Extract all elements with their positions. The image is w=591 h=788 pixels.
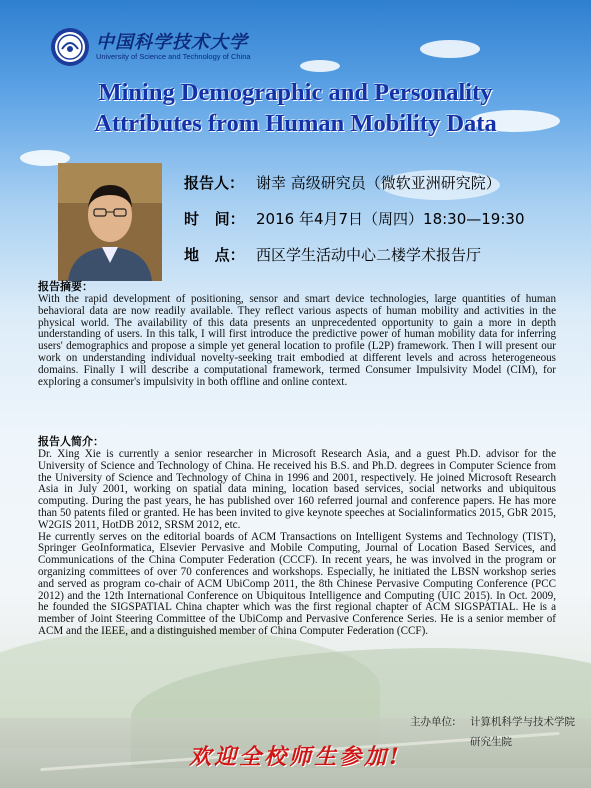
cloud-decoration: [300, 60, 340, 72]
organizer-item: 计算机科学与技术学院: [470, 716, 575, 728]
bio-section: [38, 435, 556, 638]
time-label: 时 间：: [184, 210, 245, 228]
speaker-photo: [58, 163, 162, 281]
abstract-section: [38, 280, 556, 388]
organizer-label: 主办单位:: [410, 716, 456, 728]
location-value: 西区学生活动中心二楼学术报告厅: [256, 246, 482, 264]
time-row: [184, 208, 525, 229]
speaker-portrait-icon: [58, 163, 162, 281]
university-logo-icon: [50, 27, 90, 67]
abstract-label: 报告摘要：: [38, 280, 93, 293]
abstract-text: With the rapid development of positioning, sensor and smart device technologies, large quantities of human behavioral data are now readily available. They reflect various aspects of human mobility and activities in the physical world. The availability of this data presents an unprecedented opportunity to gain a more in depth understanding of users. In this talk, I will first introduce the predictive power of human mobility data for inferring users' demographics and propose a simple yet general location to profile (L2P) framework. Then I will present our work on understanding individual novelty-seeking trait embodied at different levels and across heterogeneous domains. Finally I will describe a computational framework, termed Consumer Impulsivity Model (CIM), for exploring a consumer's impulsivity in both offline and online context.: [38, 293, 556, 388]
talk-title: [0, 77, 591, 139]
bio-paragraph-2: He currently serves on the editorial boards of ACM Transactions on Intelligent Systems and Technology (TIST), Springer GeoInformatica, Elsevier Pervasive and Mobile Computing, Journal of Location Based Services, and Communications of the China Computer Federation (CCCF). In recent years, he was involved in the program or organizing committees of over 70 conferences and workshops. Especially, he initiated the LBSN workshop series and served as program co-chair of ACM UbiComp 2011, the 8th Chinese Pervasive Computing Conference (PCC 2012) and the 12th International Conference on Ubiquitous Intelligence and Computing (UIC 2015). In Oct. 2009, he founded the SIGSPATIAL China chapter which was the first regional chapter of ACM SIGSPATIAL. He is a member of Joint Steering Committee of the UbiComp and Pervasive Conference Series. He is a senior member of ACM and the IEEE, and a distinguished member of China Computer Federation (CCF).: [38, 530, 556, 637]
cloud-decoration: [420, 40, 480, 58]
speaker-value: 谢幸 高级研究员（微软亚洲研究院）: [256, 174, 501, 192]
time-value: 2016 年4月7日（周四）18:30—19:30: [256, 210, 525, 228]
location-row: [184, 244, 482, 265]
location-label: 地 点：: [184, 246, 245, 264]
organizer-item: 研究生院: [470, 736, 512, 748]
talk-title-line2: Attributes from Human Mobility Data: [94, 110, 497, 137]
university-name: [96, 32, 251, 62]
university-name-en: University of Science and Technology of China: [96, 52, 251, 61]
speaker-row: [184, 172, 501, 193]
university-name-cn: 中国科学技术大学: [96, 32, 248, 52]
bio-label: 报告人简介：: [38, 435, 104, 448]
welcome-banner: 欢迎全校师生参加!: [189, 744, 402, 770]
university-header: [50, 26, 251, 68]
bio-paragraph-1: Dr. Xing Xie is currently a senior researcher in Microsoft Research Asia, and a guest Ph.D. advisor for the University of Science and Technology of China. He received his B.S. and Ph.D. degrees in Computer Science from the University of Science and Technology of China in 1996 and 2001, respectively. He joined Microsoft Research Asia in July 2001, working on spatial data mining, location based services, social networks and ubiquitous computing. During the past years, he has published over 160 referred journal and conference papers. He has more than 50 patents filed or granted. He has been invited to give keynote speeches at Socialinformatics 2015, GbR 2015, W2GIS 2011, HotDB 2012, SRSM 2012, etc.: [38, 448, 556, 531]
speaker-label: 报告人：: [184, 174, 245, 192]
talk-title-line1: Mining Demographic and Personality: [98, 79, 493, 106]
